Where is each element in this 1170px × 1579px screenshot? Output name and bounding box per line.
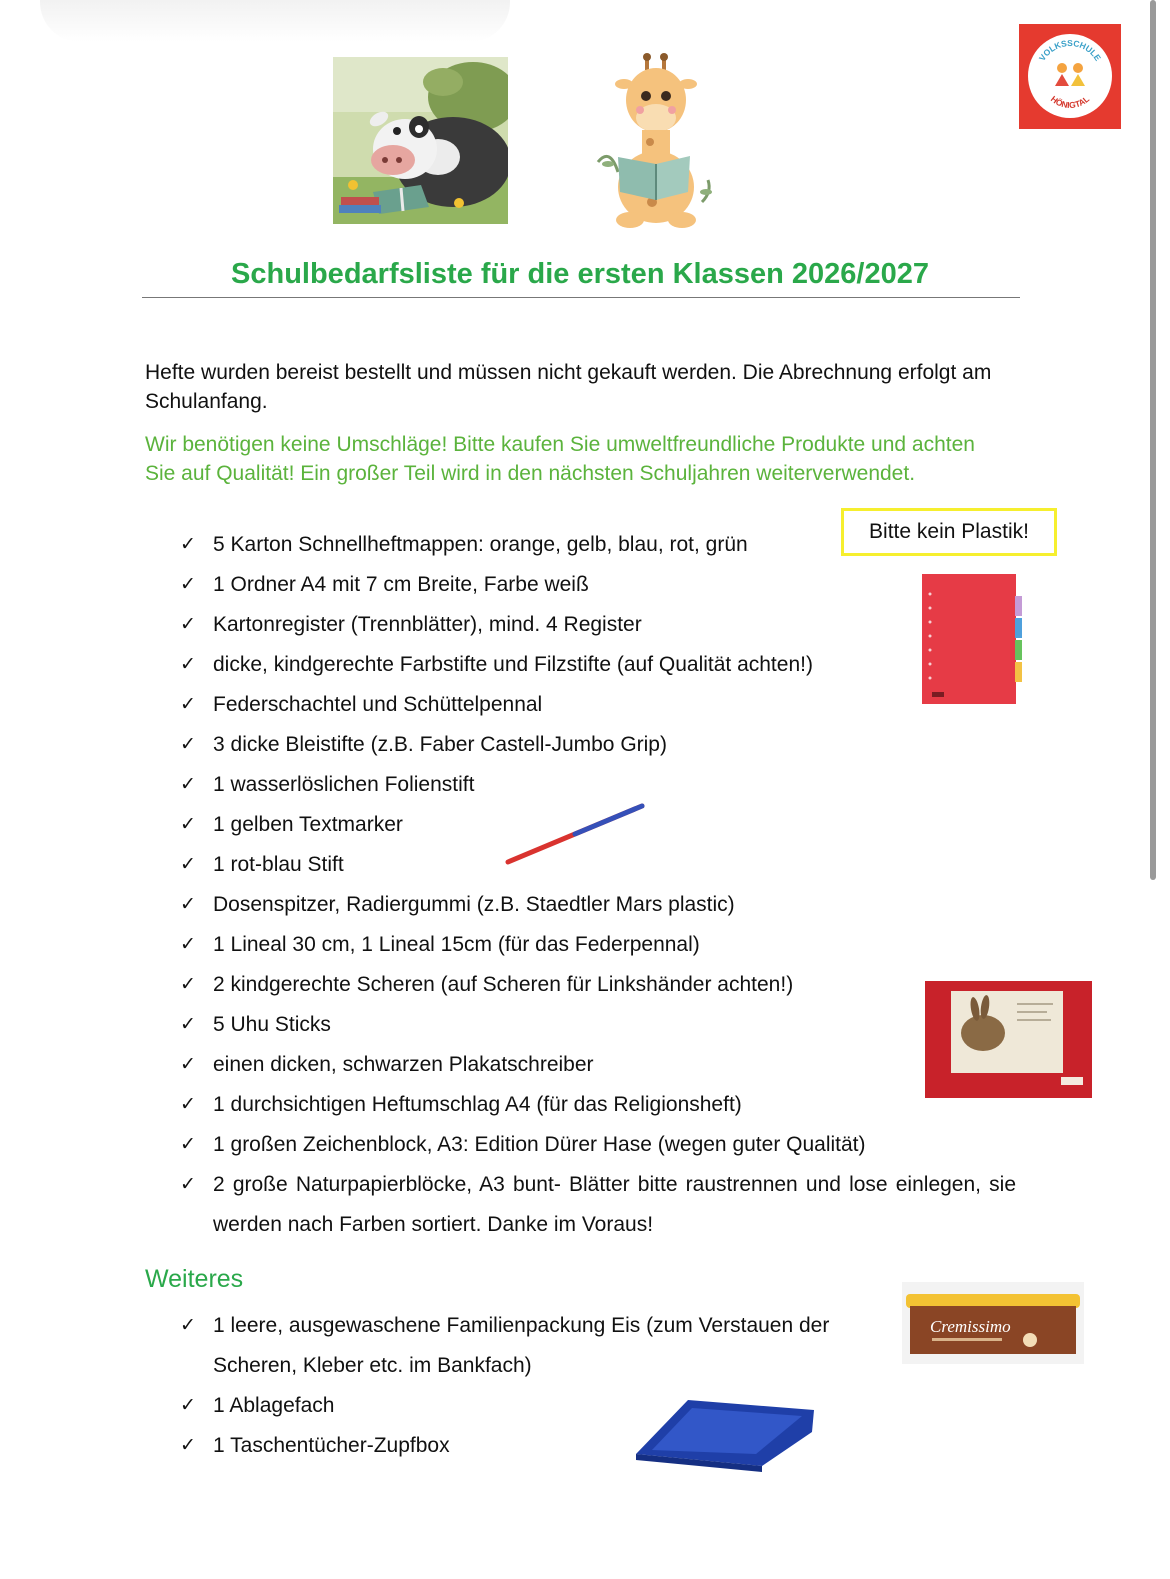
list-item: ✓ 5 Uhu Sticks <box>180 1005 1020 1045</box>
supply-list <box>180 525 1020 1245</box>
list-item: ✓ 1 durchsichtigen Heftumschlag A4 (für das Religionsheft) <box>180 1085 1020 1125</box>
check-icon: ✓ <box>180 1174 196 1195</box>
logo-bottom-text: HÖNIGTAL <box>1048 93 1092 111</box>
list-item: ✓ Dosenspitzer, Radiergummi (z.B. Staedtler Mars plastic) <box>180 885 1020 925</box>
check-icon: ✓ <box>180 934 196 955</box>
list-item: ✓ 5 Karton Schnellheftmappen: orange, gelb, blau, rot, grün <box>180 525 1020 565</box>
list-item: ✓ dicke, kindgerechte Farbstifte und Filzstifte (auf Qualität achten!) <box>180 645 1020 685</box>
check-icon: ✓ <box>180 1395 196 1416</box>
check-icon: ✓ <box>180 614 196 635</box>
list-item: ✓ 1 Lineal 30 cm, 1 Lineal 15cm (für das Federpennal) <box>180 925 1020 965</box>
list-item: ✓ einen dicken, schwarzen Plakatschreiber <box>180 1045 1020 1085</box>
callout-text: Bitte kein Plastik! <box>869 520 1029 543</box>
list-item: ✓ 1 gelben Textmarker <box>180 805 1020 845</box>
document-tray-image <box>632 1392 818 1472</box>
list-item: ✓ 1 leere, ausgewaschene Familienpackung Eis (zum Verstauen der Scheren, Kleber etc. im Bankfach) <box>180 1306 900 1386</box>
list-item: ✓ 1 wasserlöslichen Folienstift <box>180 765 1020 805</box>
svg-text:VOLKSSCHULE <box>1037 38 1103 63</box>
check-icon: ✓ <box>180 894 196 915</box>
svg-text:HÖNIGTAL <box>1049 94 1091 110</box>
check-icon: ✓ <box>180 1014 196 1035</box>
list-item: ✓ 1 Ablagefach <box>180 1386 900 1426</box>
drawing-block-image <box>925 981 1092 1098</box>
check-icon: ✓ <box>180 1054 196 1075</box>
check-icon: ✓ <box>180 854 196 875</box>
cow-reading-illustration <box>333 57 508 224</box>
giraffe-reading-illustration <box>590 52 718 232</box>
title-divider <box>142 297 1020 298</box>
notice-paragraph: Wir benötigen keine Umschläge! Bitte kaufen Sie umweltfreundliche Produkte und achten Sie auf Qualität! Ein großer Teil wird in den nächsten Schuljahren weiterverwendet. <box>145 433 975 485</box>
check-icon: ✓ <box>180 1094 196 1115</box>
check-icon: ✓ <box>180 814 196 835</box>
extra-heading: Weiteres <box>145 1265 244 1293</box>
check-icon: ✓ <box>180 1315 196 1336</box>
check-icon: ✓ <box>180 774 196 795</box>
logo-top-text: VOLKSSCHULE <box>1036 37 1104 63</box>
scrollbar[interactable] <box>1150 0 1156 880</box>
top-shadow <box>40 0 510 42</box>
red-blue-pencil-image <box>500 800 650 870</box>
list-item: ✓ Kartonregister (Trennblätter), mind. 4 Register <box>180 605 1020 645</box>
list-item: ✓ 1 Ordner A4 mit 7 cm Breite, Farbe weiß <box>180 565 1020 605</box>
logo-emblem <box>1028 34 1112 118</box>
check-icon: ✓ <box>180 1134 196 1155</box>
intro-paragraph: Hefte wurden bereist bestellt und müssen nicht gekauft werden. Die Abrechnung erfolgt am Schulanfang. <box>145 361 992 413</box>
check-icon: ✓ <box>180 1435 196 1456</box>
list-item: ✓ Federschachtel und Schüttelpennal <box>180 685 1020 725</box>
school-logo <box>1019 24 1121 129</box>
page-title: Schulbedarfsliste für die ersten Klassen 2026/2027 <box>231 258 929 290</box>
check-icon: ✓ <box>180 694 196 715</box>
check-icon: ✓ <box>180 654 196 675</box>
list-item: ✓ 2 große Naturpapierblöcke, A3 bunt- Blätter bitte raustrennen und lose einlegen, sie werden nach Farben sortiert. Danke im Voraus! <box>180 1165 1020 1245</box>
list-item: ✓ 1 rot-blau Stift <box>180 845 1020 885</box>
register-dividers-image <box>922 574 1022 704</box>
check-icon: ✓ <box>180 974 196 995</box>
list-item: ✓ 1 Taschentücher-Zupfbox <box>180 1426 900 1466</box>
check-icon: ✓ <box>180 534 196 555</box>
ice-cream-brand-text: Cremissimo <box>930 1317 1011 1336</box>
check-icon: ✓ <box>180 574 196 595</box>
list-item: ✓ 3 dicke Bleistifte (z.B. Faber Castell-Jumbo Grip) <box>180 725 1020 765</box>
check-icon: ✓ <box>180 734 196 755</box>
ice-cream-package-image <box>902 1282 1084 1364</box>
list-item: ✓ 2 kindgerechte Scheren (auf Scheren für Linkshänder achten!) <box>180 965 1020 1005</box>
list-item: ✓ 1 großen Zeichenblock, A3: Edition Dürer Hase (wegen guter Qualität) <box>180 1125 1020 1165</box>
